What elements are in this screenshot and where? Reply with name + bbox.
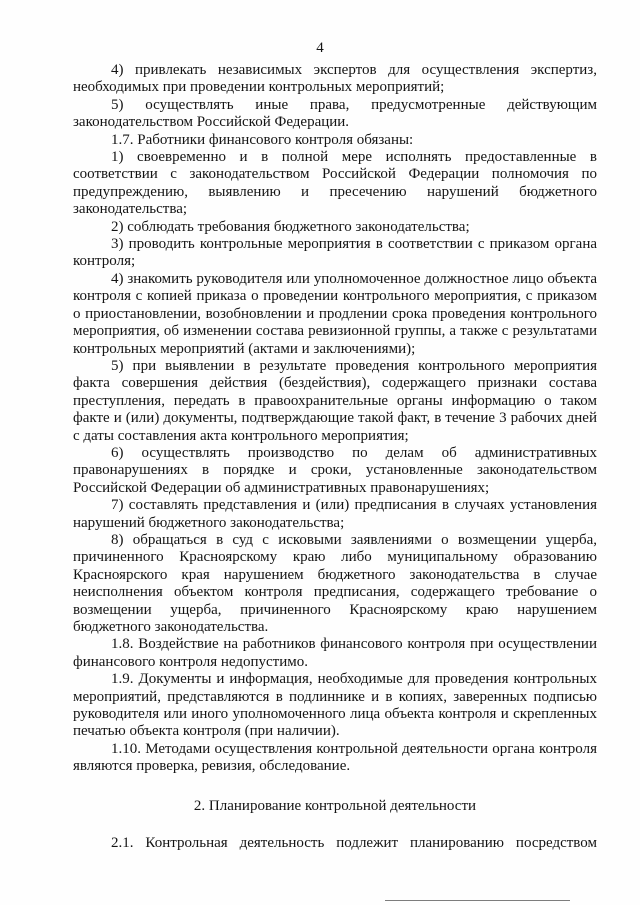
- paragraph-1-9-documents: 1.9. Документы и информация, необходимые для проведения контрольных мероприятий, представляются в подлиннике и в копиях, заверенных подписью руководителя или иного уполномоченного лица объекта контроля и скрепленных печатью объекта контроля (при наличии).: [73, 671, 597, 740]
- paragraph-2-1-planning: 2.1. Контрольная деятельность подлежит планированию посредством: [111, 835, 597, 852]
- duty-4-acquaint: 4) знакомить руководителя или уполномоченное должностное лицо объекта контроля с копией приказа о проведении контрольного мероприятия, с приказом о приостановлении, возобновлении и продлении срока проведения контрольного мероприятия, об изменении состава ревизионной группы, а также с результатами контрольных мероприятий (актами и заключениями);: [73, 270, 597, 357]
- paragraph-1-8-influence: 1.8. Воздействие на работников финансового контроля при осуществлении финансового контроля недопустимо.: [73, 636, 597, 670]
- paragraph-1-10-methods: 1.10. Методами осуществления контрольной деятельности органа контроля являются проверка, ревизия, обследование.: [73, 740, 597, 775]
- page-number: 4: [316, 40, 324, 56]
- scan-artifact-line: [385, 900, 570, 901]
- duty-6-proceedings: 6) осуществлять производство по делам об административных правонарушениях в порядке и сроки, установленные законодательством Российской Федерации об административных правонарушениях;: [73, 444, 597, 496]
- duty-2-comply: 2) соблюдать требования бюджетного законодательства;: [111, 218, 470, 235]
- duty-3-conduct: 3) проводить контрольные мероприятия в соответствии с приказом органа контроля;: [73, 236, 597, 270]
- duty-1-exercise-powers: 1) своевременно и в полной мере исполнять предоставленные в соответствии с законодательством Российской Федерации полномочия по предупреждению, выявлению и пресечению нарушений бюджетного законодательства;: [73, 149, 597, 218]
- duty-7-representations: 7) составлять представления и (или) предписания в случаях установления нарушений бюджетного законодательства;: [73, 497, 597, 531]
- document-body: [73, 62, 597, 852]
- paragraph-5-other-rights: 5) осуществлять иные права, предусмотренные действующим законодательством Российской Федерации.: [73, 96, 597, 131]
- paragraph-1-7-duties: 1.7. Работники финансового контроля обязаны:: [111, 131, 414, 148]
- section-heading: 2. Планирование контрольной деятельности: [193, 797, 477, 814]
- duty-8-court: 8) обращаться в суд с исковыми заявлениями о возмещении ущерба, причиненного Красноярскому краю либо муниципальному образованию Красноярского края нарушением бюджетного законодательства в случае неисполнения объектом контроля предписания, содержащего требование о возмещении ущерба, причиненного Красноярскому краю нарушением бюджетного законодательства.: [73, 531, 597, 635]
- duty-5-transfer: 5) при выявлении в результате проведения контрольного мероприятия факта совершения действия (бездействия), содержащего признаки состава преступления, передать в правоохранительные органы информацию о таком факте и (или) документы, подтверждающие такой факт, в течение 3 рабочих дней с даты составления акта контрольного мероприятия;: [73, 357, 597, 444]
- paragraph-4-experts: 4) привлекать независимых экспертов для осуществления экспертиз, необходимых при проведении контрольных мероприятий;: [73, 62, 597, 96]
